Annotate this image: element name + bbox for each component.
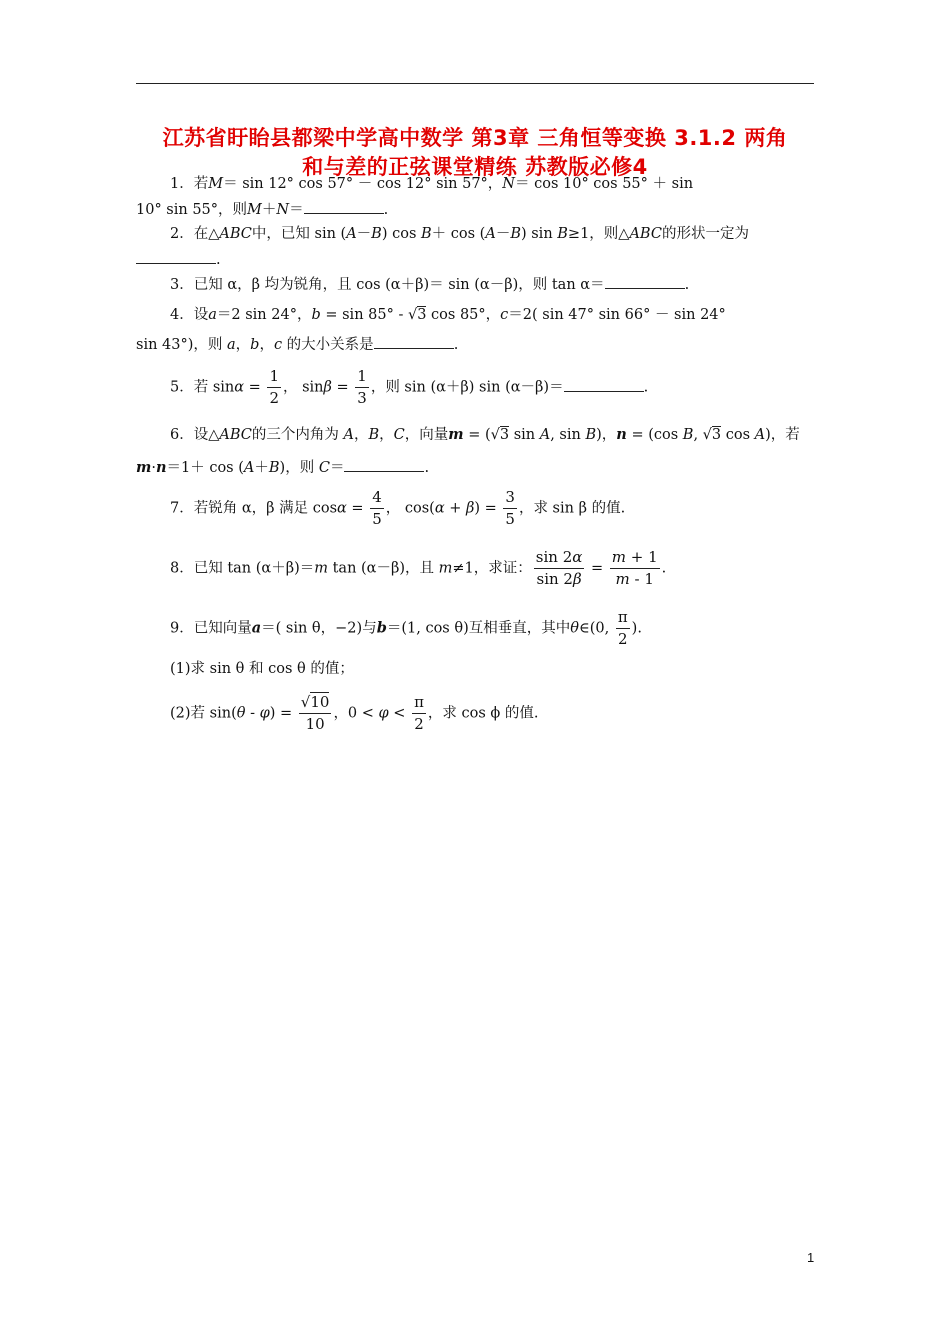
question-8: 8．已知 tan (α＋β)＝m tan (α－β)，且 m≠1，求证： $\frac{\sin 2\alpha}{\sin 2\beta}$ = $\frac{m + 1}{m - 1}$ . [170,548,667,588]
question-2: 2．在△ABC中，已知 sin (A－B) cos B＋ cos (A－B) sin B≥1，则△ABC的形状一定为 [170,226,749,242]
question-7: 7．若锐角 α，β 满足 cosα = $\frac{4}{5}$ ， cos(α + β) = $\frac{3}{5}$ ，求 sin β 的值. [170,488,626,528]
question-4-cont: sin 43°)，则 a，b，c 的大小关系是 . [136,334,458,355]
question-6: 6．设△ABC的三个内角为 A，B，C，向量m = (√3 sin A, sin B)，n = (cos B, √3 cos A)，若 [170,426,800,443]
header-rule [136,83,814,84]
title-line-1: 江苏省盱眙县都梁中学高中数学 第3章 三角恒等变换 3.1.2 两角 [162,126,788,150]
question-1: 1．若M＝ sin 12° cos 57° － cos 12° sin 57°，N＝ cos 10° cos 55° ＋ sin [170,176,694,192]
question-5: 5．若 sinα = $\frac{1}{2}$ ， sinβ = $\frac{1}{3}$ ，则 sin (α＋β) sin (α－β)＝ . [170,367,649,407]
question-9: 9．已知向量a＝( sin θ，−2)与b＝(1, cos θ)互相垂直，其中θ∈(0, $\frac{\pi}{2}$ ). [170,608,642,648]
title-line-2: 和与差的正弦课堂精练 苏教版必修4 [302,155,648,179]
question-4: 4．设a＝2 sin 24°，b = sin 85° - √3 cos 85°，c＝2( sin 47° sin 66° － sin 24° [170,307,726,323]
question-1-cont: 10° sin 55°，则M＋N＝ . [136,199,388,220]
page-number: 1 [807,1250,815,1265]
question-3: 3．已知 α，β 均为锐角，且 cos (α＋β)＝ sin (α－β)，则 tan α＝ . [170,274,689,295]
question-6-cont: m·n＝1＋ cos (A＋B)，则 C＝ . [136,459,430,476]
question-9-part-2: (2)若 sin(θ - φ) = $\frac{√10}{10}$ ，0 < φ < $\frac{\pi}{2}$ ，求 cos ϕ 的值. [170,693,539,733]
question-9-part-1: (1)求 sin θ 和 cos θ 的值； [170,661,354,677]
question-2-cont: . [136,249,221,270]
